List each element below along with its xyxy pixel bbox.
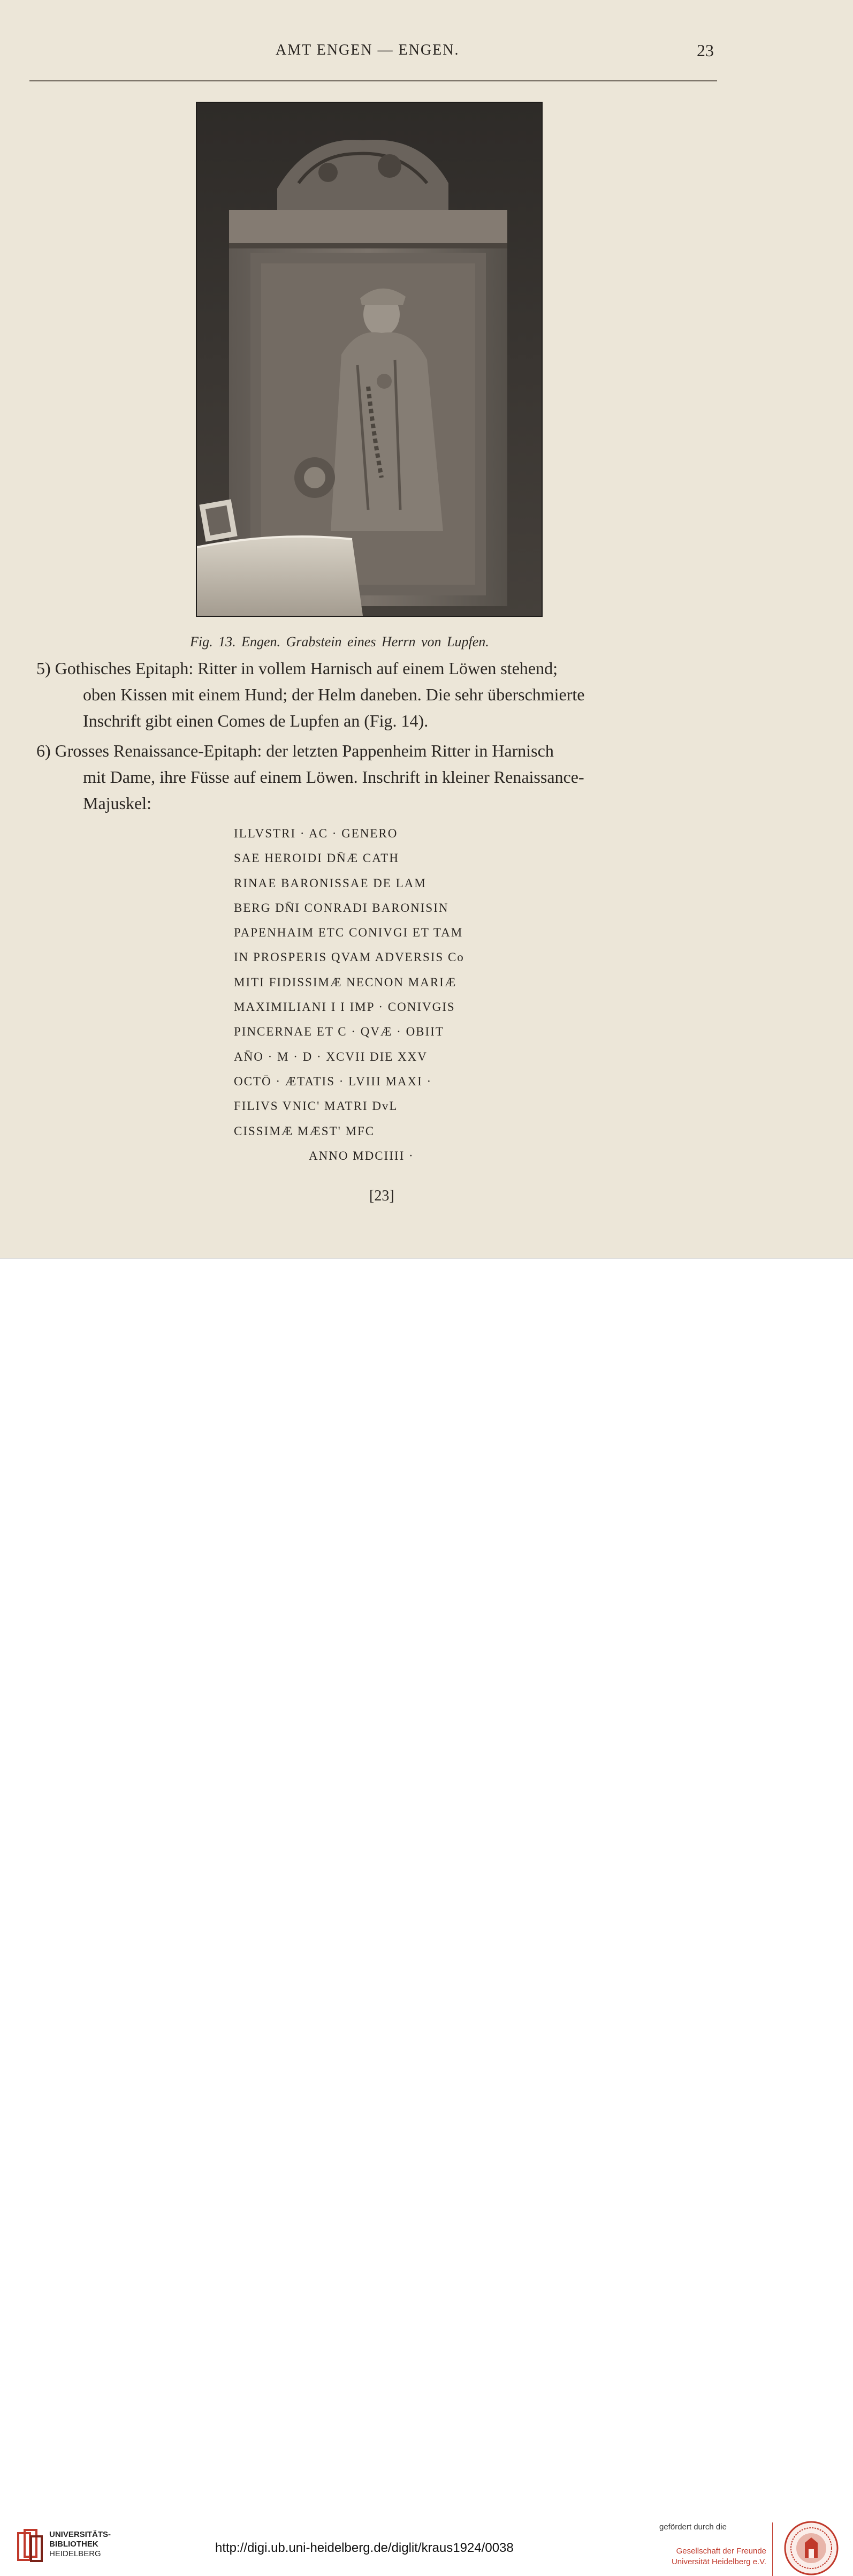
digitization-footer — [0, 1258, 853, 2566]
sponsor-name[interactable] — [654, 2546, 766, 2567]
permalink-url[interactable]: http://digi.ub.uni-heidelberg.de/diglit/kraus1924/0038 — [215, 2541, 514, 2555]
inscription-line: SAE HEROIDI DN̄Æ CATH — [234, 851, 399, 865]
running-title: AMT ENGEN — ENGEN. — [276, 42, 460, 58]
inscription-line: ANNO MDCIIII · — [309, 1149, 414, 1162]
inscription-line: PAPENHAIM ETC CONIVGI ET TAM — [234, 926, 463, 940]
library-name-line: UNIVERSITÄTS- — [49, 2530, 111, 2539]
university-seal-icon[interactable] — [783, 2520, 839, 2576]
inscription-line: FILIVS VNIC' MATRI DvL — [234, 1099, 398, 1113]
inscription-line: OCTŌ · ÆTATIS · LVIII MAXI · — [234, 1074, 432, 1088]
running-head — [0, 37, 853, 59]
entry-6 — [36, 738, 727, 817]
entry-line: oben Kissen mit einem Hund; der Helm daneben. Die sehr überschmierte — [83, 685, 585, 704]
library-name — [49, 2530, 111, 2559]
entry-5 — [36, 655, 727, 734]
entry-line: 6) Grosses Renaissance-Epitaph: der letzten Pappenheim Ritter in Harnisch — [36, 741, 554, 760]
sponsor-label: gefördert durch die — [659, 2522, 727, 2532]
entry-line: Majuskel: — [83, 794, 151, 813]
scanned-page — [0, 0, 853, 1258]
sponsor-name-line: Gesellschaft der Freunde — [676, 2547, 766, 2556]
inscription-line: BERG DN̄I CONRADI BARONISIN — [234, 901, 449, 915]
page-number: 23 — [697, 41, 714, 60]
library-name-line: HEIDELBERG — [49, 2549, 101, 2558]
inscription-line: MITI FIDISSIMÆ NECNON MARIÆ — [234, 975, 457, 989]
figure-caption: Fig. 13. Engen. Grabstein eines Herrn von Lupfen. — [190, 634, 489, 649]
inscription-line: RINAE BARONISSAE DE LAM — [234, 876, 426, 890]
header-rule — [29, 80, 717, 81]
tombstone-photo — [197, 103, 542, 616]
inscription-line: PINCERNAE ET C · QVÆ · OBIIT — [234, 1025, 444, 1039]
entry-line: Inschrift gibt einen Comes de Lupfen an (Fig. 14). — [83, 711, 429, 730]
inscription-line: IN PROSPERIS QVAM ADVERSIS Co — [234, 950, 464, 964]
entry-line: mit Dame, ihre Füsse auf einem Löwen. Inschrift in kleiner Renaissance- — [83, 767, 584, 787]
sponsor-name-line: Universität Heidelberg e.V. — [671, 2557, 766, 2566]
inscription-line: ILLVSTRI · AC · GENERO — [234, 827, 398, 840]
entry-line: 5) Gothisches Epitaph: Ritter in vollem Harnisch auf einem Löwen stehend; — [36, 659, 558, 678]
figure-photograph — [196, 102, 543, 617]
inscription-line: AN̄O · M · D · XCVII DIE XXV — [234, 1049, 428, 1063]
bottom-page-number: [23] — [369, 1188, 394, 1204]
inscription-line: MAXIMILIANI I I IMP · CONIVGIS — [234, 1000, 455, 1014]
inscription-block — [234, 821, 534, 1168]
inscription-line: CISSIMÆ MÆST' MFC — [234, 1124, 375, 1138]
ub-heidelberg-logo-icon[interactable] — [17, 2529, 44, 2563]
sponsor-divider — [772, 2522, 773, 2576]
library-name-line: BIBLIOTHEK — [49, 2540, 98, 2549]
